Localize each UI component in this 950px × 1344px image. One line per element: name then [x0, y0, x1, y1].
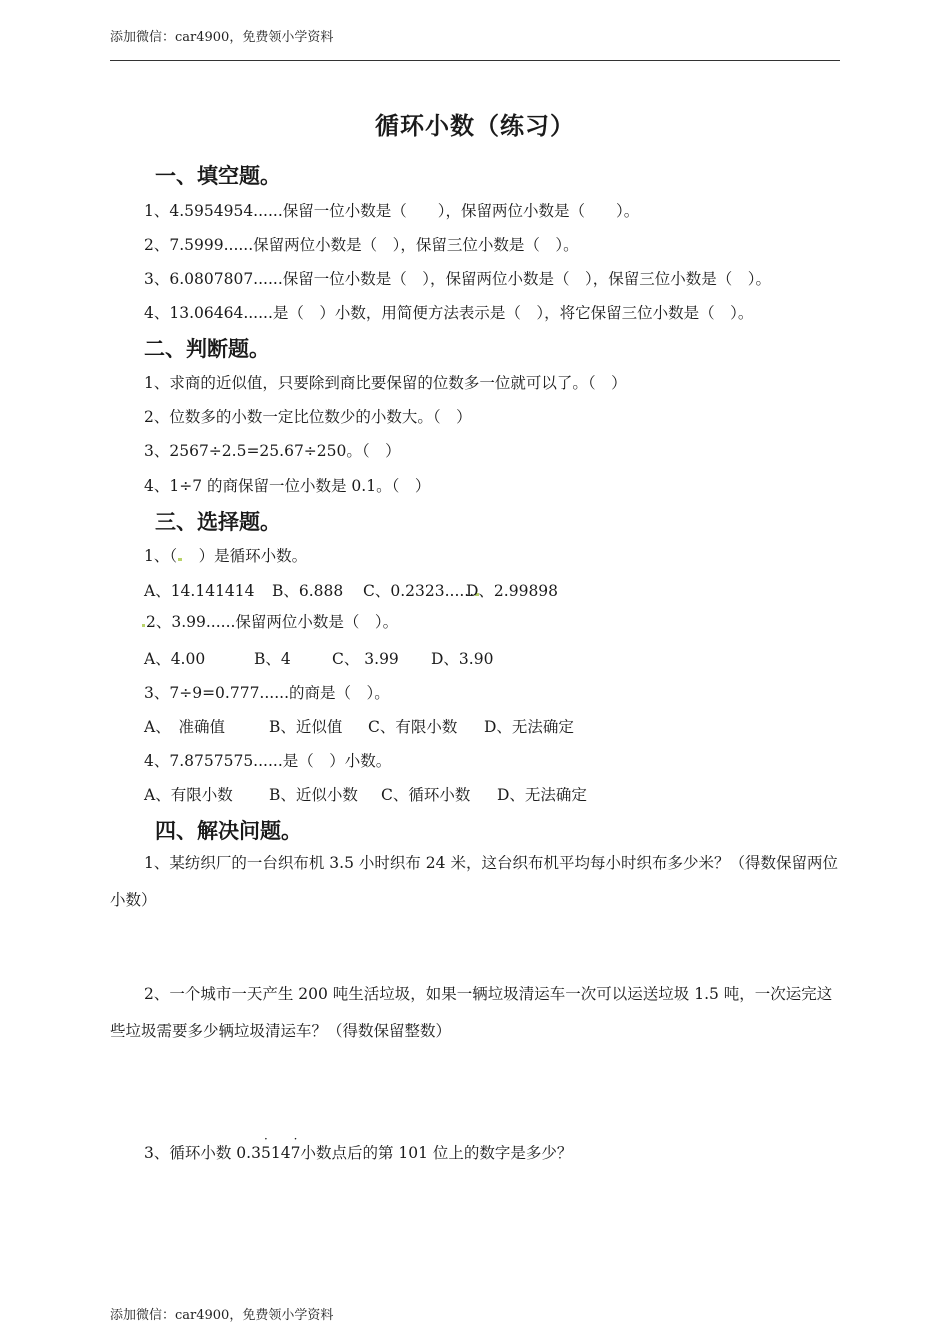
choice-q2-option-c: C、 3.99 [332, 650, 399, 668]
edit-mark [178, 558, 182, 561]
choice-q1-option-d: D、2.99898 [466, 582, 559, 600]
word-problem-3-digits: 14 [270, 1144, 291, 1162]
choice-q2-option-a-text-tail: 0 [195, 650, 206, 668]
section-heading-choice: 三、选择题。 [155, 509, 281, 534]
choice-q1-stem-a: 1、（ [144, 547, 178, 565]
true-false-item-1: 1、求商的近似值，只要除到商比要保留的位数多一位就可以了。（ ） [144, 374, 627, 392]
choice-q3-stem: 3、7÷9=0.777......的商是（ ）。 [144, 684, 390, 702]
choice-q2-option-a-text: A、4.0 [144, 650, 196, 668]
word-problem-3-prefix: 3、循环小数 0.3 [144, 1144, 261, 1162]
true-false-item-4: 4、1÷7 的商保留一位小数是 0.1。（ ） [144, 477, 431, 495]
fill-blank-item-1: 1、4.5954954......保留一位小数是（ ），保留两位小数是（ ）。 [144, 202, 640, 220]
section-heading-word-problems: 四、解决问题。 [155, 818, 302, 843]
choice-q1-option-c [363, 579, 475, 601]
true-false-item-2: 2、位数多的小数一定比位数少的小数大。（ ） [144, 408, 472, 426]
repeat-end-digit: 7 · [291, 1144, 301, 1162]
choice-q4-option-d: D、无法确定 [497, 786, 587, 804]
word-problem-3-suffix: 小数点后的第 101 位上的数字是多少？ [300, 1144, 573, 1162]
choice-q1-options [144, 579, 558, 601]
word-problem-3 [144, 1141, 572, 1163]
choice-q2-stem [141, 610, 398, 632]
choice-q2-options [144, 647, 493, 669]
choice-q1-option-a: A、14.141414 [144, 582, 255, 600]
choice-q1-stem-b: ）是循环小数。 [183, 547, 308, 565]
choice-q4-stem: 4、7.8757575......是（ ）小数。 [144, 752, 392, 770]
edit-mark [142, 624, 145, 627]
word-problem-1: 1、某纺织厂的一台织布机 3.5 小时织布 24 米，这台织布机平均每小时织布多少米？（得数保留两位小数） [110, 854, 838, 909]
choice-q1-stem [144, 544, 307, 566]
choice-q2-stem-text: 2、3.99......保留两位小数是（ ）。 [146, 613, 399, 631]
choice-q2-option-d: D、3.90 [431, 650, 494, 668]
footer-note: 添加微信：car4900，免费领小学资料 [110, 1308, 334, 1323]
choice-q3-option-b: B、近似值 [269, 718, 343, 736]
choice-q3-option-d: D、无法确定 [484, 718, 574, 736]
choice-q2-option-a [144, 647, 254, 669]
choice-q3-option-a: A、 准确值 [144, 718, 225, 736]
section-heading-fill-blank: 一、填空题。 [155, 163, 281, 188]
choice-q1-option-b: B、6.888 [272, 582, 344, 600]
word-problem-2: 2、一个城市一天产生 200 吨生活垃圾，如果一辆垃圾清运车一次可以运送垃圾 1.5 吨，一次运完这些垃圾需要多少辆垃圾清运车？（得数保留整数） [110, 985, 833, 1040]
fill-blank-item-2: 2、7.5999......保留两位小数是（ ），保留三位小数是（ ）。 [144, 236, 579, 254]
header-rule [110, 60, 840, 61]
repeat-start-digit: 5 · [261, 1144, 271, 1162]
choice-q3-options [144, 715, 574, 737]
fill-blank-item-4: 4、13.06464......是（ ）小数，用简便方法表示是（ ），将它保留三位小数是（ ）。 [144, 304, 754, 322]
choice-q4-option-a: A、有限小数 [144, 786, 233, 804]
choice-q3-option-c: C、有限小数 [368, 718, 458, 736]
page-title: 循环小数（练习） [375, 111, 575, 140]
choice-q4-options [144, 783, 587, 805]
choice-q1-option-c-text: C、0.2323...... [363, 582, 475, 600]
choice-q2-option-b: B、4 [254, 650, 291, 668]
fill-blank-item-3: 3、6.0807807......保留一位小数是（ ），保留两位小数是（ ），保留三位小数是（ ）。 [144, 270, 771, 288]
choice-q4-option-c: C、循环小数 [381, 786, 471, 804]
header-note: 添加微信：car4900，免费领小学资料 [110, 30, 334, 45]
choice-q4-option-b: B、近似小数 [269, 786, 358, 804]
section-heading-true-false: 二、判断题。 [144, 336, 270, 361]
true-false-item-3: 3、2567÷2.5=25.67÷250。（ ） [144, 442, 401, 460]
